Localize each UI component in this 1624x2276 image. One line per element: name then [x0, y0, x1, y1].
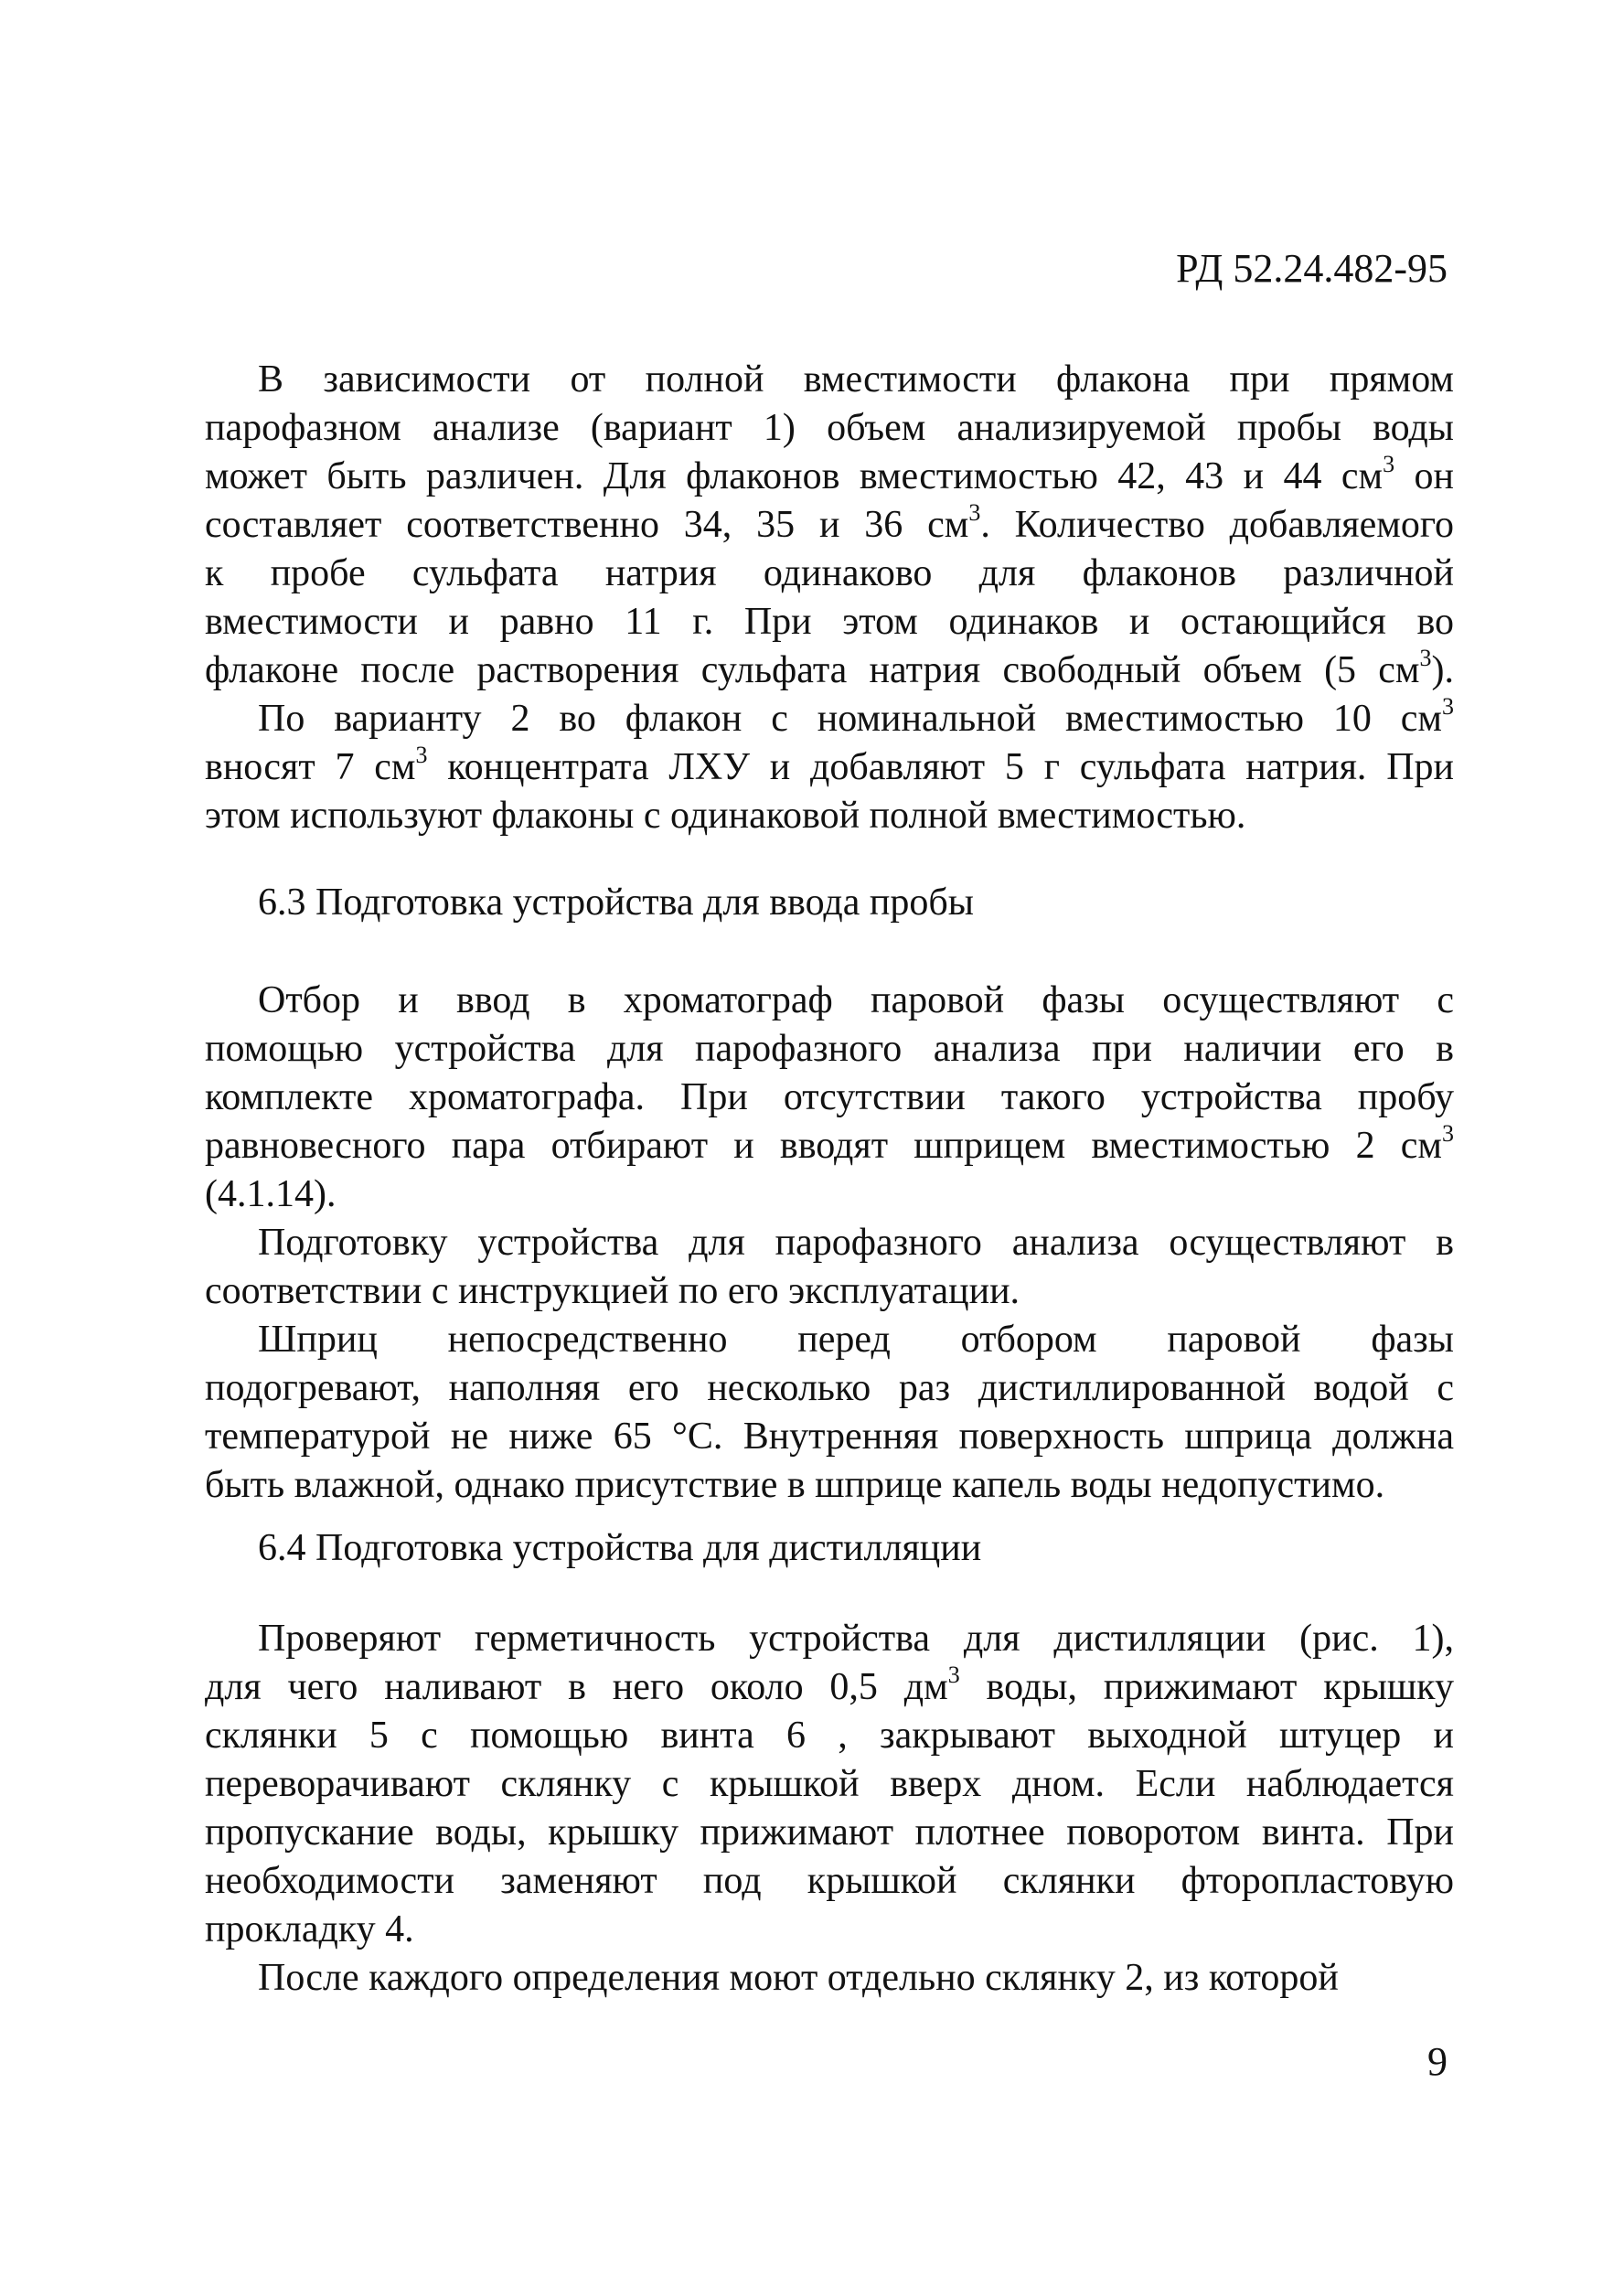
text-line: склянки 5 с помощью винта 6 , закрывают выходной штуцер и	[205, 1715, 1454, 1757]
text-line: для чего наливают в него около 0,5 $дм^3$ воды, прижимают крышку	[205, 1662, 1454, 1708]
section-heading-6-4: 6.4 Подготовка устройства для дистилляции	[258, 1527, 982, 1569]
text-line: составляет соответственно 34, 35 и 36 $см^3$. Количество добавляемого	[205, 499, 1454, 546]
text-line: После каждого определения моют отдельно склянку 2, из которой	[258, 1957, 1339, 1999]
text-line: подогревают, наполняя его несколько раз дистиллированной водой с	[205, 1367, 1454, 1409]
text-line: (4.1.14).	[205, 1173, 337, 1215]
text-line: вместимости и равно 11 г. При этом одинаков и остающийся во	[205, 601, 1454, 643]
text-line: Проверяют герметичность устройства для дистилляции (рис. 1),	[258, 1618, 1454, 1660]
text-line: парофазном анализе (вариант 1) объем анализируемой пробы воды	[205, 407, 1454, 449]
text-line: флаконе после растворения сульфата натрия свободный объем (5 $см^3$).	[205, 645, 1454, 691]
text-line: прокладку 4.	[205, 1908, 414, 1950]
text-line: переворачивают склянку с крышкой вверх дном. Если наблюдается	[205, 1763, 1454, 1805]
text-line: Шприц непосредственно перед отбором паровой фазы	[258, 1319, 1454, 1361]
text-line: может быть различен. Для флаконов вместимостью 42, 43 и 44 $см^3$ он	[205, 451, 1454, 497]
text-line: Подготовку устройства для парофазного анализа осуществляют в	[258, 1222, 1454, 1264]
text-line: необходимости заменяют под крышкой склянки фторопластовую	[205, 1860, 1454, 1902]
document-code-header: РД 52.24.482-95	[1176, 246, 1448, 291]
text-line: комплекте хроматографа. При отсутствии такого устройства пробу	[205, 1076, 1454, 1118]
section-heading-6-3: 6.3 Подготовка устройства для ввода пробы	[258, 882, 974, 924]
text-line: Отбор и ввод в хроматограф паровой фазы осуществляют с	[258, 979, 1454, 1021]
text-line: В зависимости от полной вместимости флакона при прямом	[258, 358, 1454, 401]
text-line: к пробе сульфата натрия одинаково для флаконов различной	[205, 552, 1454, 594]
text-line: вносят 7 $см^3$ концентрата ЛХУ и добавляют 5 г сульфата натрия. При	[205, 742, 1454, 788]
text-line: По варианту 2 во флакон с номинальной вместимостью 10 $см^3$	[258, 693, 1454, 740]
text-line: соответствии с инструкцией по его эксплуатации.	[205, 1270, 1020, 1312]
text-line: этом используют флаконы с одинаковой полной вместимостью.	[205, 795, 1246, 837]
text-line: температурой не ниже 65 °С. Внутренняя поверхность шприца должна	[205, 1416, 1454, 1458]
text-line: равновесного пара отбирают и вводят шприцем вместимостью 2 $см^3$	[205, 1120, 1454, 1167]
text-line: помощью устройства для парофазного анализа при наличии его в	[205, 1028, 1454, 1070]
text-line: пропускание воды, крышку прижимают плотнее поворотом винта. При	[205, 1811, 1454, 1854]
page-number: 9	[1427, 2039, 1448, 2084]
text-line: быть влажной, однако присутствие в шприце капель воды недопустимо.	[205, 1464, 1385, 1506]
